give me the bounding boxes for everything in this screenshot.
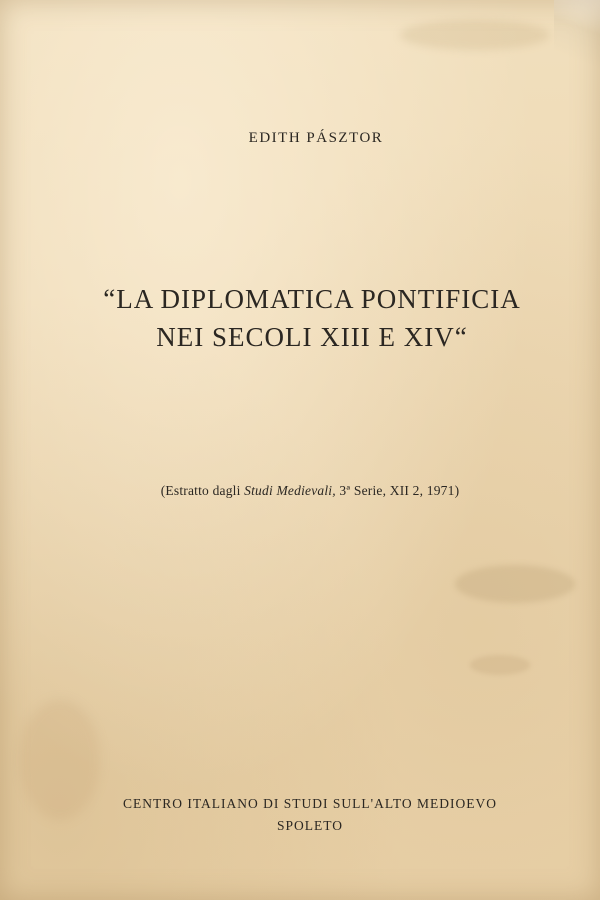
publisher-name: CENTRO ITALIANO DI STUDI SULL'ALTO MEDIOEVO <box>123 796 497 811</box>
extract-prefix: (Estratto dagli <box>160 483 245 498</box>
journal-name: Studi Medievali, <box>244 483 336 498</box>
extract-suffix: 3ª Serie, XII 2, 1971) <box>335 483 460 498</box>
author-name: EDITH PÁSZTOR <box>248 130 384 146</box>
title-line-1: “LA DIPLOMATICA PONTIFICIA <box>103 284 521 314</box>
paper-stain <box>400 20 550 50</box>
extract-note <box>10 483 600 499</box>
title-line-2: NEI SECOLI XIII E XIV“ <box>156 322 468 352</box>
publisher-city: SPOLETO <box>276 818 343 833</box>
corner-fold <box>554 0 600 70</box>
paper-stain <box>470 655 530 675</box>
paper-stain <box>455 565 575 603</box>
